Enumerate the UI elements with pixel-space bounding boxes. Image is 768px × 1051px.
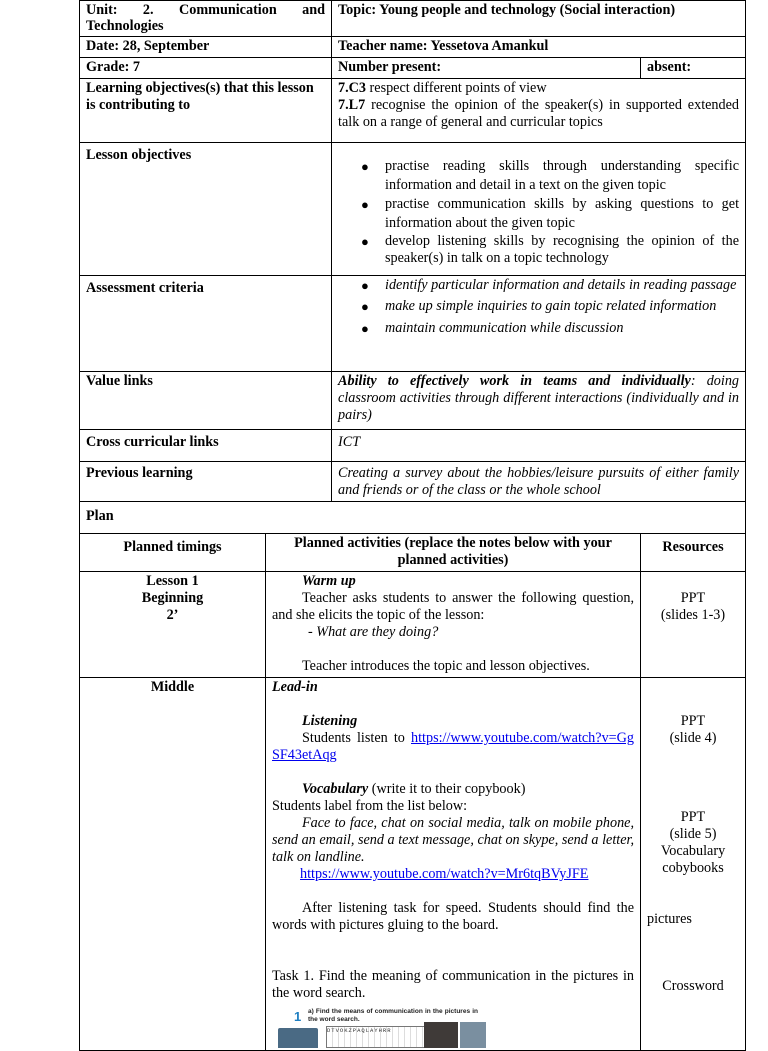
resource-item: (slides 1-3) <box>660 607 726 623</box>
row-date <box>80 37 746 58</box>
beginning-activities <box>266 572 641 678</box>
previous-learning-label: Previous learning <box>80 462 332 502</box>
row-cross-curricular <box>80 430 746 462</box>
listening-video-link[interactable]: https://www.youtube.com/watch?v=GgSF43etAqg <box>272 730 635 763</box>
row-value-links <box>80 372 746 430</box>
beginning-timing <box>80 572 266 678</box>
resource-item: cobybooks <box>662 860 724 876</box>
learning-objectives-label: Learning objectives(s) that this lesson is contributing to <box>80 79 332 143</box>
grade-cell: Grade: 7 <box>80 58 332 79</box>
resource-item: PPT <box>680 809 706 825</box>
objective-text: recognise the opinion of the speaker(s) in supported extended talk on a range of general and curricular topics <box>338 97 740 130</box>
word-search-thumbnail <box>274 1008 488 1048</box>
resource-item: pictures <box>647 911 692 927</box>
list-item: ● maintain communication while discussion <box>338 319 739 338</box>
date-cell: Date: 28, September <box>80 37 332 58</box>
lesson-plan-table <box>79 0 746 1051</box>
thumbnail-caption: a) Find the means of communication in the pictures in the word search. <box>308 1008 478 1023</box>
resource-item: Crossword <box>662 978 724 994</box>
middle-activities <box>266 678 641 1051</box>
row-lesson-objectives <box>80 143 746 276</box>
vocab-text: Students label from the list below: <box>272 798 468 814</box>
value-links-bold: Ability to effectively work in teams and individually <box>338 373 691 389</box>
listening-title: Listening <box>302 713 358 729</box>
lesson-objectives-label: Lesson objectives <box>80 143 332 276</box>
beginning-resources <box>641 572 746 678</box>
row-unit <box>80 1 746 37</box>
value-links-content <box>332 372 746 430</box>
row-assessment <box>80 276 746 372</box>
lesson-plan <box>79 0 745 1051</box>
vocab-note: (write it to their copybook) <box>368 781 526 797</box>
cross-curricular-value: ICT <box>332 430 746 462</box>
header-activities: Planned activities (replace the notes below with your planned activities) <box>266 534 641 572</box>
previous-learning-value: Creating a survey about the hobbies/leisure pursuits of either family and friends or of the class or the whole school <box>332 462 746 502</box>
lesson-objectives-content <box>332 143 746 276</box>
vocab-video-link[interactable]: https://www.youtube.com/watch?v=Mr6tqBVyJFE <box>300 866 589 882</box>
vocab-header <box>272 781 634 798</box>
after-listening-text: After listening task for speed. Students should find the words with pictures gluing to the board. <box>272 900 635 933</box>
resource-item: PPT <box>680 713 706 729</box>
vocab-title: Vocabulary <box>302 781 369 797</box>
list-item: ● develop listening skills by recognising the opinion of the speaker(s) in talk on a topic technology <box>338 233 739 267</box>
middle-timing: Middle <box>80 678 266 1051</box>
plan-label: Plan <box>80 502 746 534</box>
listening-label: Students listen to <box>302 730 411 746</box>
photo-image <box>460 1022 486 1048</box>
task-number: 1 <box>294 1009 302 1024</box>
header-resources: Resources <box>641 534 746 572</box>
stage-duration: 2’ <box>166 607 179 623</box>
stage-name: Beginning <box>141 590 204 606</box>
intro-text: Teacher introduces the topic and lesson objectives. <box>302 658 590 674</box>
listening-text <box>272 730 634 764</box>
lesson-number: Lesson 1 <box>146 573 199 589</box>
resource-item: (slide 5) <box>669 826 717 842</box>
row-beginning <box>80 572 746 678</box>
list-item: ● practise communication skills by asking questions to get information about the given topic <box>338 195 739 233</box>
list-item: ● identify particular information and details in reading passage <box>338 277 739 294</box>
learning-objectives-content <box>332 79 746 143</box>
value-links-label: Value links <box>80 372 332 430</box>
row-middle <box>80 678 746 1051</box>
header-timings: Planned timings <box>80 534 266 572</box>
objective-item <box>338 80 739 97</box>
row-grade <box>80 58 746 79</box>
cross-curricular-label: Cross curricular links <box>80 430 332 462</box>
photo-image <box>278 1028 318 1048</box>
vocab-list: Face to face, chat on social media, talk on mobile phone, send an email, send a text message, chat on skype, send a letter, talk on landline. <box>272 815 635 865</box>
teacher-cell: Teacher name: Yessetova Amankul <box>332 37 746 58</box>
resource-item: Vocabulary <box>660 843 726 859</box>
row-plan <box>80 502 746 534</box>
leadin-title: Lead-in <box>272 679 318 695</box>
topic-cell: Topic: Young people and technology (Social interaction) <box>332 1 746 37</box>
task1-text: Task 1. Find the meaning of communication in the pictures in the word search. <box>272 968 635 1001</box>
warmup-title: Warm up <box>302 573 356 589</box>
row-plan-headers <box>80 534 746 572</box>
value-links-text: : doing classroom activities through different interactions (individually and in pairs) <box>338 373 740 423</box>
photo-image <box>424 1022 458 1048</box>
objective-text: respect different points of view <box>366 80 547 96</box>
row-previous-learning <box>80 462 746 502</box>
assessment-content <box>332 276 746 372</box>
assessment-label: Assessment criteria <box>80 276 332 372</box>
row-learning-objectives <box>80 79 746 143</box>
resource-item: (slide 4) <box>669 730 717 746</box>
assessment-list <box>338 277 739 338</box>
list-item: ● make up simple inquiries to gain topic related information <box>338 298 739 315</box>
number-present-cell: Number present: <box>332 58 641 79</box>
objective-code: 7.L7 <box>338 97 366 113</box>
warmup-question: - What are they doing? <box>308 624 439 640</box>
middle-resources <box>641 678 746 1051</box>
objective-item <box>338 97 739 131</box>
list-item: ● practise reading skills through understanding specific information and detail in a text on the given topic <box>338 157 739 195</box>
resource-item: PPT <box>680 590 706 606</box>
objective-code: 7.C3 <box>338 80 366 96</box>
word-search-grid: DTVOKZPAQLAYHRR <box>326 1026 436 1048</box>
warmup-text: Teacher asks students to answer the following question, and she elicits the topic of the lesson: <box>272 590 635 623</box>
lesson-objectives-list <box>338 157 739 267</box>
unit-cell: Unit: 2. Communication and Technologies <box>80 1 332 37</box>
absent-cell: absent: <box>641 58 746 79</box>
